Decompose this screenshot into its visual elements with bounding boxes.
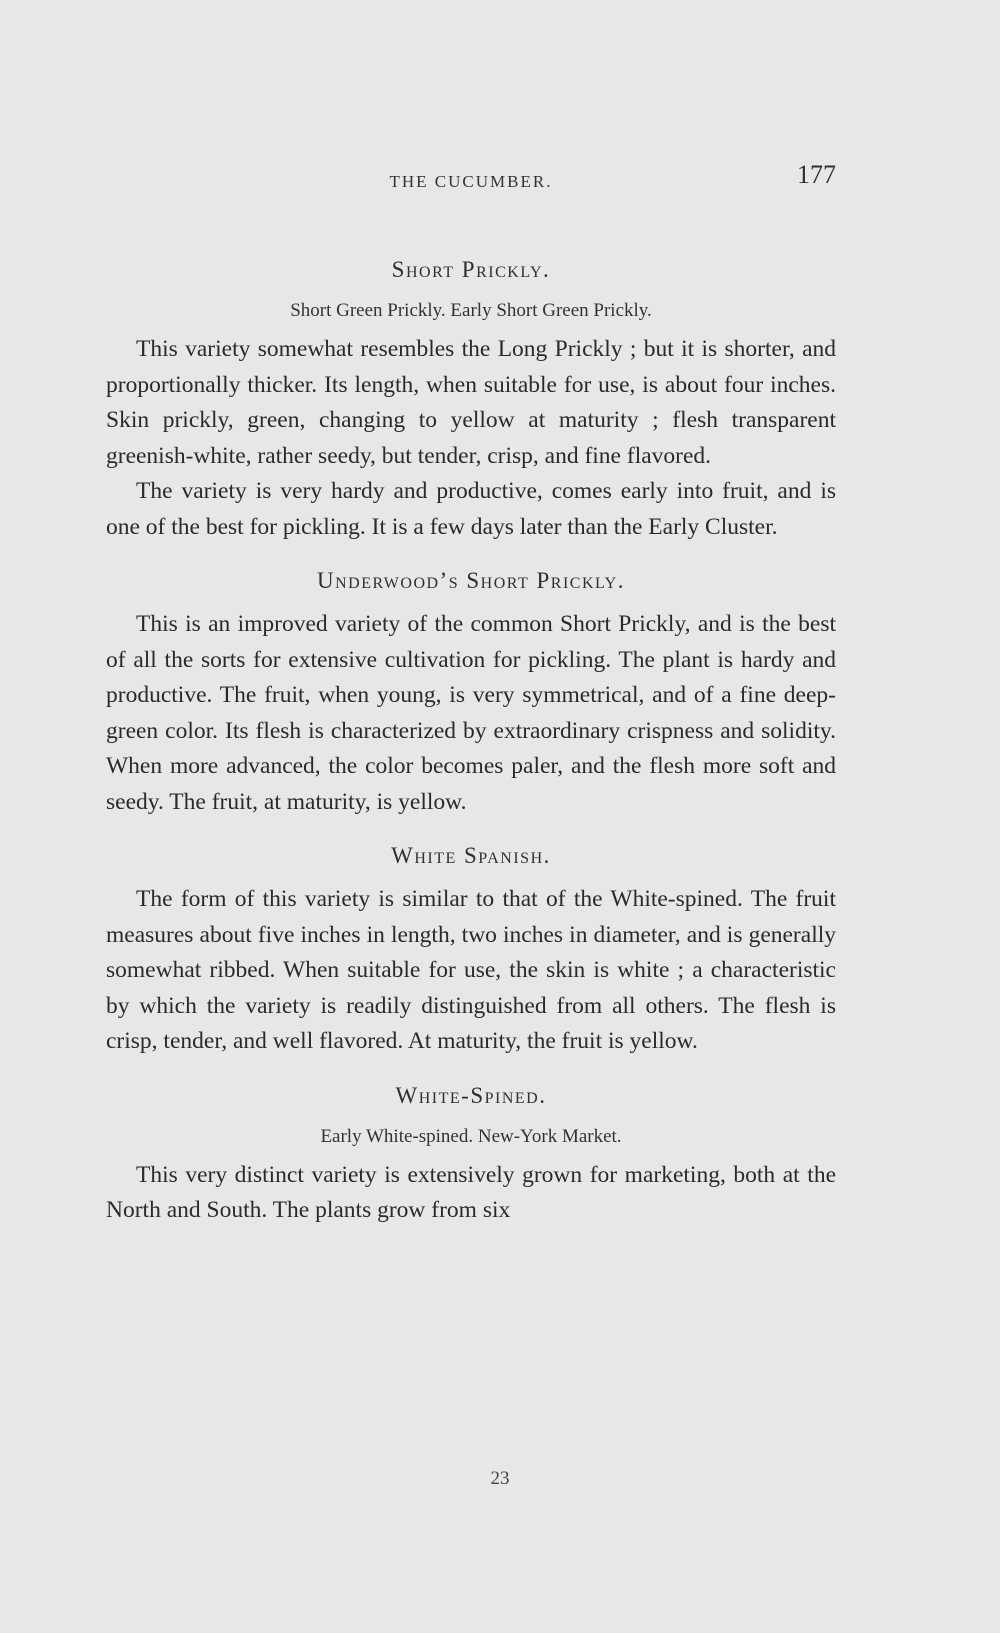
signature-mark: 23 [490, 1468, 510, 1489]
section-title-short-prickly: Short Prickly. [391, 257, 551, 282]
paragraph: The form of this variety is similar to that of the White-spined. The fruit measures about five inches in length, two inches in diameter, and is generally somewhat ribbed. When suitable for use, the skin is white ; a characteristic by which the variety is readily distinguished from all others. The flesh is crisp, tender, and well flavored. At maturity, the fruit is yellow. [106, 886, 836, 1054]
paragraph: The variety is very hardy and productive, comes early into fruit, and is one of the best for pickling. It is a few days later than the Early Cluster. [106, 478, 836, 540]
synonyms-white-spined: Early White-spined. New-York Market. [320, 1125, 622, 1147]
section-title-white-spanish: White Spanish. [391, 843, 551, 868]
paragraph: This very distinct variety is extensively grown for marketing, both at the North and South. The plants grow from six [106, 1161, 836, 1223]
paragraph: This variety somewhat resembles the Long Prickly ; but it is shorter, and proportionally thicker. Its length, when suitable for use, is about four inches. Skin prickly, green, changing to yellow at maturity ; flesh transparent greenish-white, rather seedy, but tender, crisp, and fine flavored. [106, 336, 836, 469]
synonyms-short-prickly: Short Green Prickly. Early Short Green Prickly. [290, 300, 652, 321]
paragraph: This is an improved variety of the common Short Prickly, and is the best of all the sorts for extensive cultivation for pickling. The plant is hardy and productive. The fruit, when young, is very symmetrical, and of a fine deep-green color. Its flesh is characterized by extraordinary crispness and solidity. When more advanced, the color becomes paler, and the flesh more soft and seedy. The fruit, at maturity, is yellow. [106, 611, 836, 815]
page-header [106, 160, 836, 196]
page-number: 177 [797, 160, 836, 189]
section-title-white-spined: White-Spined. [395, 1082, 547, 1108]
page-body [106, 254, 836, 1229]
section-title-underwoods-short-prickly: Underwood’s Short Prickly. [317, 568, 625, 593]
running-head: THE CUCUMBER. [389, 172, 553, 191]
